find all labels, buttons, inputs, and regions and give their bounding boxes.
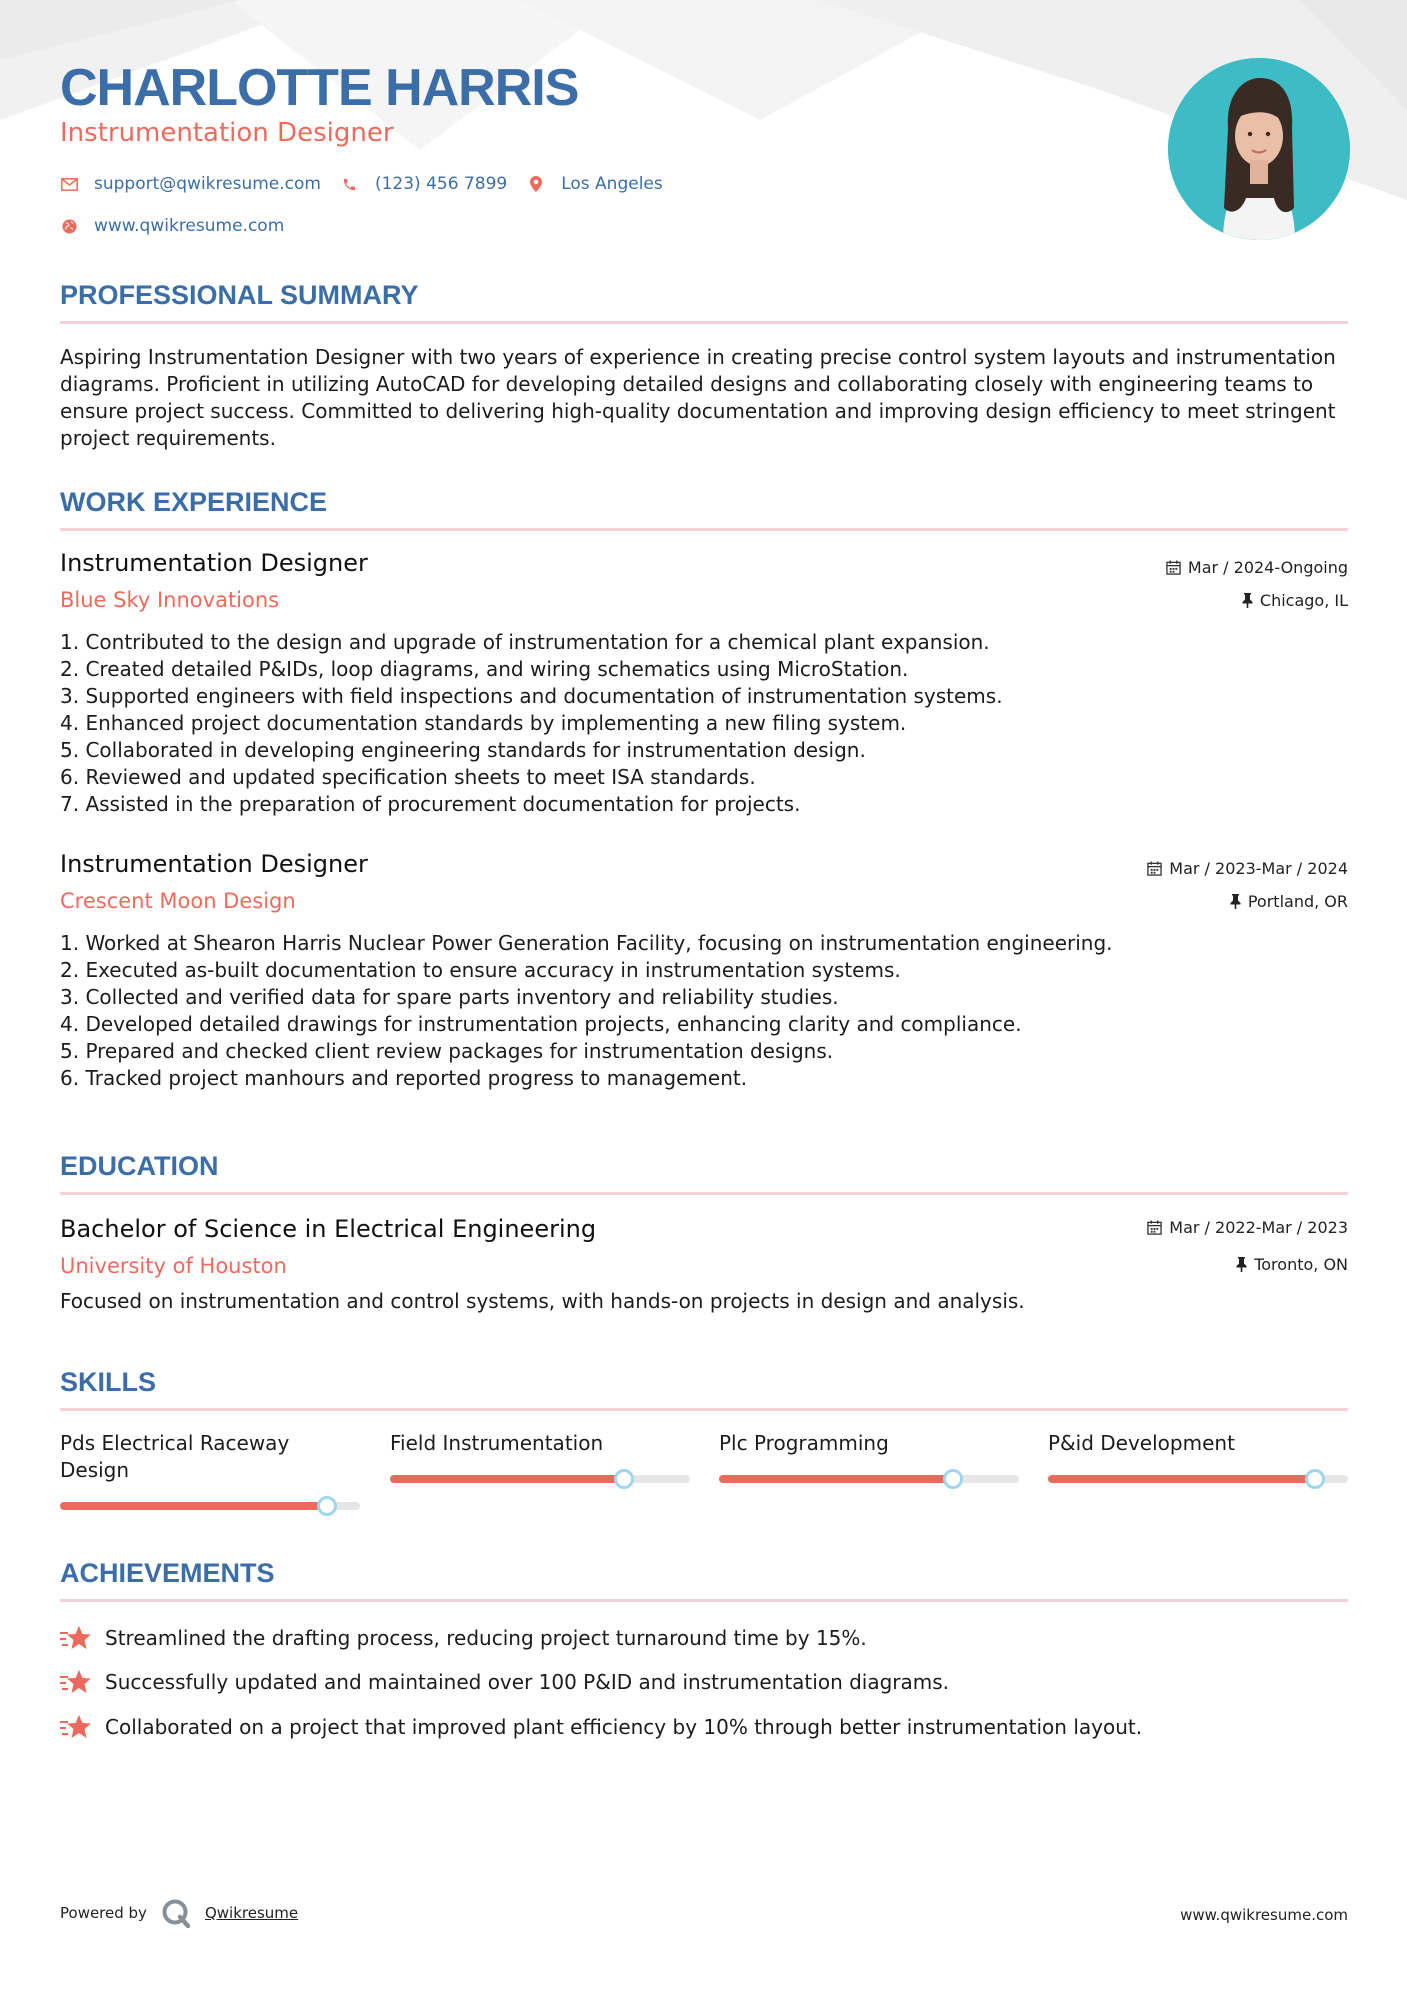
skill-bar [719, 1475, 1019, 1483]
job-dates [1166, 558, 1348, 577]
pushpin-icon [1242, 593, 1253, 608]
candidate-name: CHARLOTTE HARRIS [60, 59, 579, 117]
contact-row-secondary [60, 216, 304, 236]
avatar [1168, 58, 1350, 240]
job-title: Instrumentation Designer [60, 850, 368, 878]
list-item: 5. Prepared and checked client review packages for instrumentation designs. [60, 1039, 834, 1063]
education-description: Focused on instrumentation and control systems, with hands-on projects in design and analysis. [60, 1289, 1025, 1313]
list-item: 3. Supported engineers with field inspections and documentation of instrumentation systems. [60, 684, 1003, 708]
achievement-item [60, 1624, 867, 1652]
section-title-achievements: ACHIEVEMENTS [60, 1558, 1348, 1602]
skill-name: P&id Development [1048, 1431, 1235, 1455]
skill-bar-knob [614, 1469, 634, 1489]
pushpin-icon [1236, 1257, 1247, 1272]
job-title: Instrumentation Designer [60, 549, 368, 577]
summary-text: Aspiring Instrumentation Designer with two years of experience in creating precise control system layouts and instrumentation diagrams. Proficient in utilizing AutoCAD for developing detailed designs and collaborating closely with engineering teams to ensure project success. Committed to delivering high-quality documentation and improving design efficiency to meet stringent project requirements. [60, 345, 1336, 450]
job-bullets [60, 629, 1348, 818]
education-school: University of Houston [60, 1254, 287, 1278]
skill-bar-fill [1048, 1475, 1315, 1483]
qwikresume-link[interactable]: Qwikresume [204, 1904, 299, 1922]
calendar-icon [1147, 861, 1162, 876]
achievement-text: Streamlined the drafting process, reducing project turnaround time by 15%. [105, 1626, 867, 1650]
list-item: 2. Created detailed P&IDs, loop diagrams, and wiring schematics using MicroStation. [60, 657, 909, 681]
section-title-education: EDUCATION [60, 1151, 1348, 1195]
contact-email[interactable]: support@qwikresume.com [94, 174, 321, 194]
list-item: 6. Tracked project manhours and reported progress to management. [60, 1066, 748, 1090]
skill-bar-knob [317, 1496, 337, 1516]
education-dates [1147, 1218, 1348, 1237]
skill-bar [390, 1475, 690, 1483]
list-item: 5. Collaborated in developing engineering standards for instrumentation design. [60, 738, 866, 762]
section-title-skills: SKILLS [60, 1367, 1348, 1411]
footer-powered-by [60, 1898, 298, 1928]
powered-by-label: Powered by [60, 1904, 147, 1922]
contact-location: Los Angeles [561, 174, 663, 194]
pushpin-icon [1230, 894, 1241, 909]
list-item: 3. Collected and verified data for spare parts inventory and reliability studies. [60, 985, 839, 1009]
skill-item [719, 1430, 1019, 1457]
achievement-text: Successfully updated and maintained over 100 P&ID and instrumentation diagrams. [105, 1670, 950, 1694]
achievement-item [60, 1713, 1142, 1741]
footer-website[interactable]: www.qwikresume.com [1180, 1906, 1348, 1924]
skill-bar-fill [60, 1502, 327, 1510]
candidate-title: Instrumentation Designer [60, 118, 394, 148]
list-item: 1. Contributed to the design and upgrade of instrumentation for a chemical plant expansion. [60, 630, 990, 654]
achievement-text: Collaborated on a project that improved plant efficiency by 10% through better instrumentation layout. [105, 1715, 1143, 1739]
skill-bar-knob [943, 1469, 963, 1489]
job-bullets [60, 930, 1348, 1092]
calendar-icon [1166, 560, 1181, 575]
education-dates-text: Mar / 2022-Mar / 2023 [1169, 1218, 1348, 1237]
job-dates [1147, 859, 1348, 878]
job-location-text: Portland, OR [1247, 892, 1348, 911]
skill-name: Field Instrumentation [390, 1431, 604, 1455]
star-achievement-icon [60, 1713, 92, 1741]
job-dates-text: Mar / 2024-Ongoing [1187, 558, 1348, 577]
contact-website[interactable]: www.qwikresume.com [94, 216, 285, 236]
education-location-text: Toronto, ON [1254, 1255, 1348, 1274]
job-location [1230, 892, 1348, 911]
calendar-icon [1147, 1220, 1162, 1235]
globe-icon [60, 217, 78, 235]
skill-bar [60, 1502, 360, 1510]
skill-bar [1048, 1475, 1348, 1483]
skill-item [60, 1430, 360, 1484]
envelope-icon [60, 175, 78, 193]
location-pin-icon [527, 175, 545, 193]
contact-phone[interactable]: (123) 456 7899 [374, 174, 508, 194]
profile-photo [1168, 58, 1350, 240]
skill-bar-fill [719, 1475, 953, 1483]
skill-name: Pds Electrical Raceway Design [60, 1431, 290, 1482]
list-item: 2. Executed as-built documentation to ensure accuracy in instrumentation systems. [60, 958, 901, 982]
education-location [1236, 1255, 1348, 1274]
skill-name: Plc Programming [719, 1431, 889, 1455]
job-dates-text: Mar / 2023-Mar / 2024 [1169, 859, 1348, 878]
skill-bar-fill [390, 1475, 624, 1483]
education-degree: Bachelor of Science in Electrical Engineering [60, 1215, 597, 1243]
star-achievement-icon [60, 1668, 92, 1696]
list-item: 4. Enhanced project documentation standards by implementing a new filing system. [60, 711, 907, 735]
section-title-experience: WORK EXPERIENCE [60, 487, 1348, 531]
list-item: 6. Reviewed and updated specification sheets to meet ISA standards. [60, 765, 756, 789]
star-achievement-icon [60, 1624, 92, 1652]
job-location [1242, 591, 1348, 610]
achievement-item [60, 1668, 949, 1696]
list-item: 7. Assisted in the preparation of procurement documentation for projects. [60, 792, 801, 816]
skill-item [1048, 1430, 1348, 1457]
job-location-text: Chicago, IL [1259, 591, 1348, 610]
phone-icon [341, 175, 359, 193]
list-item: 4. Developed detailed drawings for instrumentation projects, enhancing clarity and compliance. [60, 1012, 1022, 1036]
skill-bar-knob [1305, 1469, 1325, 1489]
contact-row-primary [60, 174, 683, 194]
qwikresume-logo-icon [161, 1898, 191, 1928]
list-item: 1. Worked at Shearon Harris Nuclear Power Generation Facility, focusing on instrumentation engineering. [60, 931, 1113, 955]
skill-item [390, 1430, 690, 1457]
job-company: Blue Sky Innovations [60, 588, 280, 612]
job-company: Crescent Moon Design [60, 889, 296, 913]
section-title-summary: PROFESSIONAL SUMMARY [60, 280, 1348, 324]
